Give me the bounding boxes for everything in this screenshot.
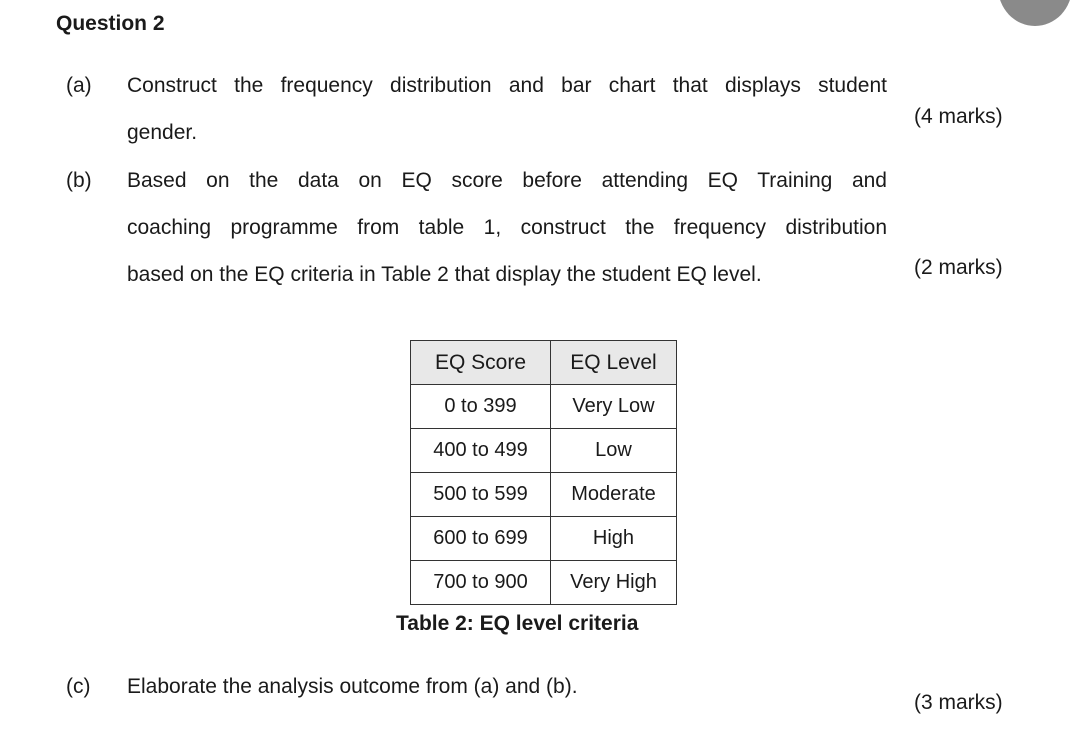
table-row	[411, 429, 677, 473]
table-row	[411, 385, 677, 429]
question-heading: Question 2	[56, 12, 165, 35]
header-eq-level: EQ Level	[551, 341, 677, 385]
cell-score: 0 to 399	[411, 385, 551, 429]
part-a-text	[127, 62, 887, 156]
corner-circle-decoration	[998, 0, 1072, 26]
table-caption: Table 2: EQ level criteria	[396, 612, 639, 635]
part-b-line-1: Based on the data on EQ score before attending EQ Training and	[127, 169, 887, 192]
part-b-line-3: based on the EQ criteria in Table 2 that display the student EQ level.	[127, 263, 762, 286]
part-a-marks: (4 marks)	[914, 105, 1003, 128]
cell-level: Moderate	[551, 473, 677, 517]
cell-score: 400 to 499	[411, 429, 551, 473]
table-row	[411, 473, 677, 517]
eq-criteria-table	[410, 340, 677, 605]
cell-level: Very High	[551, 561, 677, 605]
part-c-label: (c)	[66, 675, 91, 698]
part-a-label: (a)	[66, 74, 92, 97]
table-row	[411, 517, 677, 561]
part-c-marks: (3 marks)	[914, 691, 1003, 714]
part-c-text: Elaborate the analysis outcome from (a) and (b).	[127, 675, 578, 698]
cell-level: Low	[551, 429, 677, 473]
cell-level: Very Low	[551, 385, 677, 429]
part-b-label: (b)	[66, 169, 92, 192]
cell-score: 500 to 599	[411, 473, 551, 517]
cell-score: 600 to 699	[411, 517, 551, 561]
part-a-line-2: gender.	[127, 121, 198, 144]
table-row	[411, 561, 677, 605]
cell-score: 700 to 900	[411, 561, 551, 605]
part-b-text	[127, 157, 887, 298]
part-b-marks: (2 marks)	[914, 256, 1003, 279]
part-b-line-2: coaching programme from table 1, construct the frequency distribution	[127, 216, 887, 239]
table-header-row	[411, 341, 677, 385]
cell-level: High	[551, 517, 677, 561]
header-eq-score: EQ Score	[411, 341, 551, 385]
part-a-line-1: Construct the frequency distribution and bar chart that displays student	[127, 74, 887, 97]
